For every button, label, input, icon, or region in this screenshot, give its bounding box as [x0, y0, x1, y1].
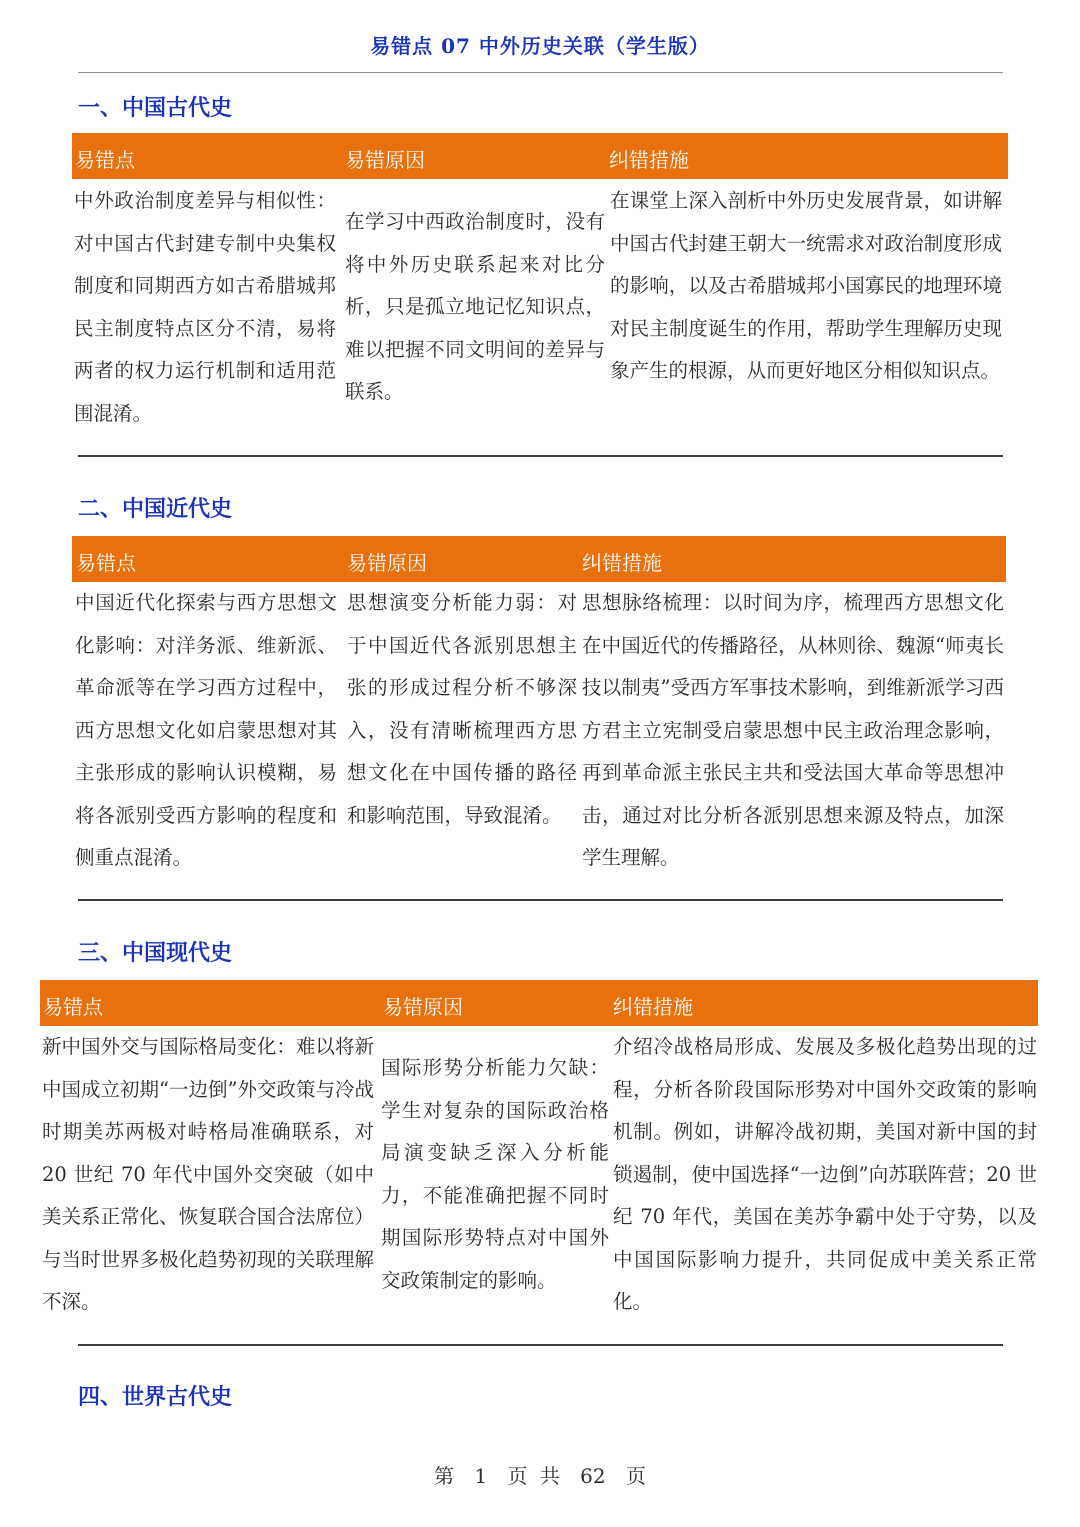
- page-title: 易错点 07 中外历史关联（学生版）: [370, 34, 710, 58]
- cell-reason: 国际形势分析能力欠缺：学生对复杂的国际政治格局演变缺乏深入分析能力，不能准确把握不同时期国际形势特点对中国外交政策制定的影响。: [381, 1056, 609, 1292]
- table-header-bar: [72, 133, 1008, 179]
- footer-current-page: 1: [474, 1464, 488, 1488]
- column-header-reason: 易错原因: [345, 148, 425, 172]
- column-header-point: 易错点: [75, 148, 135, 172]
- footer-word-end: 页: [625, 1464, 646, 1488]
- column-header-reason: 易错原因: [383, 995, 463, 1019]
- section-title-modern-china: 二、中国近代史: [78, 497, 233, 522]
- cell-reason: 思想演变分析能力弱：对于中国近代各派别思想主张的形成过程分析不够深入，没有清晰梳理西方思想文化在中国传播的路径和影响范围，导致混淆。: [347, 591, 577, 827]
- footer-word-of: 页 共: [507, 1464, 560, 1488]
- column-header-measure: 纠错措施: [609, 148, 689, 172]
- cell-reason: 在学习中西政治制度时，没有将中外历史联系起来对比分析，只是孤立地记忆知识点，难以把握不同文明间的差异与联系。: [345, 210, 605, 403]
- page-footer: [0, 1460, 1080, 1489]
- section-title-contemporary-china: 三、中国现代史: [78, 941, 233, 966]
- cell-measure: 介绍冷战格局形成、发展及多极化趋势出现的过程，分析各阶段国际形势对中国外交政策的影响机制。例如，讲解冷战初期，美国对新中国的封锁遏制，使中国选择“一边倒”向苏联阵营；20 世纪 70 年代，美国在美苏争霸中处于守势，以及中国国际影响力提升，共同促成中美关系正常化。: [613, 1035, 1037, 1313]
- section-divider: [78, 455, 1003, 457]
- column-header-reason: 易错原因: [347, 551, 427, 575]
- column-header-point: 易错点: [43, 995, 103, 1019]
- section-divider: [78, 899, 1003, 901]
- footer-total-pages: 62: [580, 1464, 606, 1488]
- table-header-bar: [72, 536, 1006, 582]
- cell-point: 中外政治制度差异与相似性：对中国古代封建专制中央集权制度和同期西方如古希腊城邦民主制度特点区分不清，易将两者的权力运行机制和适用范围混淆。: [74, 189, 336, 425]
- section-divider: [78, 1344, 1003, 1346]
- header-divider: [78, 72, 1003, 73]
- footer-word-page: 第: [434, 1464, 454, 1488]
- column-header-measure: 纠错措施: [613, 995, 693, 1019]
- column-header-measure: 纠错措施: [582, 551, 662, 575]
- cell-measure: 思想脉络梳理：以时间为序，梳理西方思想文化在中国近代的传播路径，从林则徐、魏源“师夷长技以制夷”受西方军事技术影响，到维新派学习西方君主立宪制受启蒙思想中民主政治理念影响，再到革命派主张民主共和受法国大革命等思想冲击，通过对比分析各派别思想来源及特点，加深学生理解。: [582, 591, 1004, 869]
- section-title-ancient-china: 一、中国古代史: [78, 96, 233, 121]
- cell-point: 中国近代化探索与西方思想文化影响：对洋务派、维新派、革命派等在学习西方过程中，西方思想文化如启蒙思想对其主张形成的影响认识模糊，易将各派别受西方影响的程度和侧重点混淆。: [75, 591, 337, 869]
- cell-measure: 在课堂上深入剖析中外历史发展背景，如讲解中国古代封建王朝大一统需求对政治制度形成的影响，以及古希腊城邦小国寡民的地理环境对民主制度诞生的作用，帮助学生理解历史现象产生的根源，从而更好地区分相似知识点。: [610, 189, 1002, 382]
- cell-point: 新中国外交与国际格局变化：难以将新中国成立初期“一边倒”外交政策与冷战时期美苏两极对峙格局准确联系，对 20 世纪 70 年代中国外交突破（如中美关系正常化、恢复联合国合法席位）与当时世界多极化趋势初现的关联理解不深。: [42, 1035, 374, 1313]
- section-title-ancient-world: 四、世界古代史: [78, 1385, 233, 1410]
- table-header-bar: [40, 980, 1038, 1026]
- column-header-point: 易错点: [76, 551, 136, 575]
